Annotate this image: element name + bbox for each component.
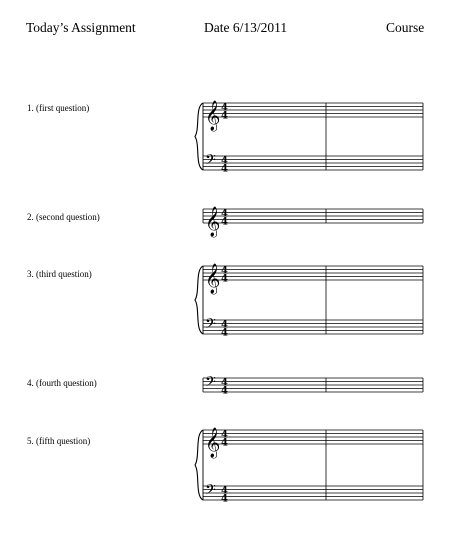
treble-clef-icon: 𝄞 (205, 264, 221, 294)
assignment-title: Today’s Assignment (26, 20, 136, 35)
time-signature-top: 4 (221, 377, 228, 389)
time-signature-top: 4 (221, 319, 228, 331)
time-signature-bottom: 4 (221, 216, 228, 228)
treble-clef-icon: 𝄞 (205, 101, 221, 131)
treble-clef-icon: 𝄞 (205, 207, 221, 237)
bass-clef-icon: 𝄢 (205, 374, 216, 394)
time-signature-top: 4 (221, 485, 228, 497)
question-1-label: 1. (first question) (27, 103, 90, 113)
question-2-label: 2. (second question) (27, 212, 100, 222)
brace-icon (195, 266, 203, 334)
time-signature-bottom: 4 (221, 385, 228, 397)
treble-clef-icon: 𝄞 (205, 428, 221, 458)
time-signature-bottom: 4 (221, 437, 228, 449)
bass-clef-icon: 𝄢 (205, 482, 216, 502)
time-signature-top: 4 (221, 429, 228, 441)
question-3-label: 3. (third question) (27, 269, 92, 279)
time-signature-top: 4 (221, 208, 228, 220)
time-signature-bottom: 4 (221, 273, 228, 285)
question-5-label: 5. (fifth question) (27, 436, 91, 446)
time-signature-top: 4 (221, 155, 228, 167)
brace-icon (195, 430, 203, 500)
course-label: Course (386, 20, 425, 35)
time-signature-bottom: 4 (221, 163, 228, 175)
time-signature-top: 4 (221, 265, 228, 277)
bass-clef-icon: 𝄢 (205, 316, 216, 336)
bass-clef-icon: 𝄢 (205, 152, 216, 172)
time-signature-bottom: 4 (221, 327, 228, 339)
time-signature-top: 4 (221, 102, 228, 114)
brace-icon (195, 103, 203, 170)
time-signature-bottom: 4 (221, 110, 228, 122)
time-signature-bottom: 4 (221, 493, 228, 505)
question-4-label: 4. (fourth question) (27, 378, 97, 388)
date-label: Date 6/13/2011 (204, 20, 288, 35)
